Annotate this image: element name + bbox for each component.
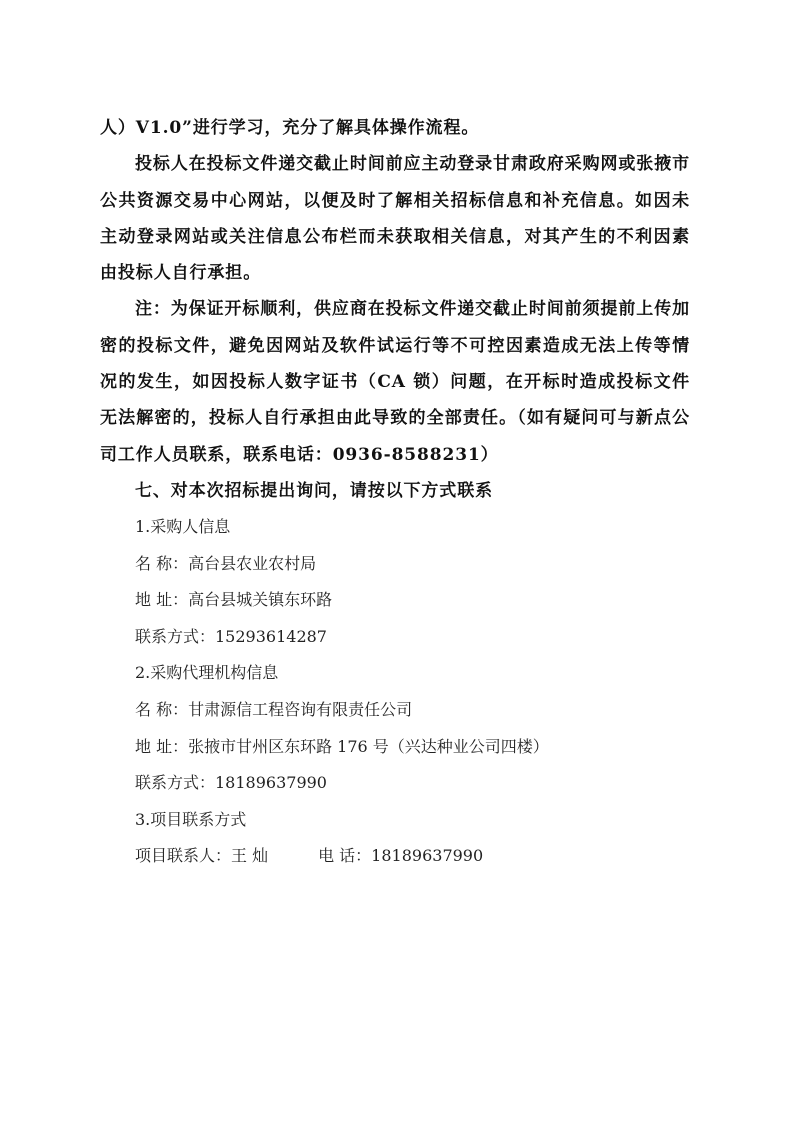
project-title: 3.项目联系方式 [135, 809, 247, 829]
purchaser-name: 名 称：高台县农业农村局 [135, 553, 317, 573]
paragraph-note-encryption: 注：为保证开标顺利，供应商在投标文件递交截止时间前须提前上传加密的投标文件，避免因网站及软件试运行等不可控因素造成无法上传等情况的发生，如因投标人数字证书（CA 锁）问题，在开标时造成投标文件无法解密的，投标人自行承担由此导致的全部责任。（如有疑问可与新点公司工作人员联系，联系电话：0936-8588231） [100, 299, 690, 465]
agency-phone: 联系方式：18189637990 [135, 773, 327, 793]
agency-title: 2.采购代理机构信息 [135, 663, 279, 683]
paragraph-login-notice: 投标人在投标文件递交截止时间前应主动登录甘肃政府采购网或张掖市公共资源交易中心网站，以便及时了解相关招标信息和补充信息。如因未主动登录网站或关注信息公布栏而未获取相关信息，对其产生的不利因素由投标人自行承担。 [100, 154, 690, 284]
contact-info-section [135, 509, 695, 875]
purchaser-phone: 联系方式：15293614287 [135, 626, 327, 646]
purchaser-address: 地 址：高台县城关镇东环路 [135, 590, 333, 610]
project-contact-row [135, 838, 695, 875]
project-contact-person: 项目联系人：王 灿 [135, 846, 269, 866]
body-text-section [100, 110, 690, 509]
section-heading-contact: 七、对本次招标提出询问，请按以下方式联系 [135, 480, 493, 501]
agency-address: 地 址：张掖市甘州区东环路 176 号（兴达种业公司四楼） [135, 736, 549, 756]
purchaser-title: 1.采购人信息 [135, 517, 231, 536]
paragraph-operation-flow: 人）V1.0”进行学习，充分了解具体操作流程。 [100, 118, 480, 138]
agency-name: 名 称：甘肃源信工程咨询有限责任公司 [135, 699, 413, 719]
project-contact-phone: 电 话：18189637990 [318, 846, 484, 866]
